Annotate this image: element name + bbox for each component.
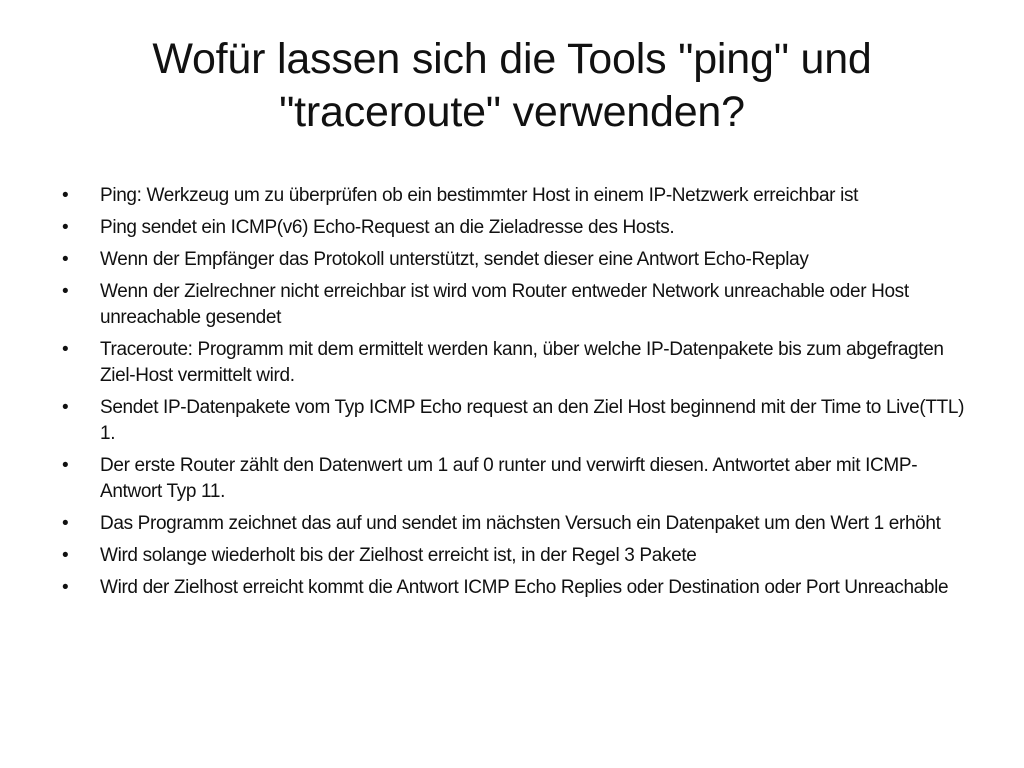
bullet-text: Wenn der Zielrechner nicht erreichbar ist wird vom Router entweder Network unreachable oder Host unreachable gesendet bbox=[100, 281, 909, 328]
bullet-point-icon: • bbox=[62, 545, 69, 566]
slide-title-line: Wofür lassen sich die Tools "ping" und bbox=[152, 35, 872, 83]
bullet-item bbox=[59, 453, 969, 505]
bullet-point-icon: • bbox=[62, 455, 69, 476]
bullet-point-icon: • bbox=[62, 513, 69, 534]
bullet-item bbox=[59, 337, 969, 389]
bullet-point-icon: • bbox=[62, 397, 69, 418]
bullet-item bbox=[59, 183, 969, 209]
bullet-text: Ping sendet ein ICMP(v6) Echo-Request an die Zieladresse des Hosts. bbox=[100, 217, 675, 238]
slide-title-line: "traceroute" verwenden? bbox=[279, 88, 745, 136]
bullet-point-icon: • bbox=[62, 577, 69, 598]
bullet-text: Der erste Router zählt den Datenwert um 1 auf 0 runter und verwirft diesen. Antwortet aber mit ICMP-Antwort Typ 11. bbox=[100, 455, 918, 502]
bullet-text: Wenn der Empfänger das Protokoll unterstützt, sendet dieser eine Antwort Echo-Replay bbox=[100, 249, 809, 270]
slide-title bbox=[50, 33, 974, 139]
bullet-item bbox=[59, 215, 969, 241]
bullet-text: Ping: Werkzeug um zu überprüfen ob ein bestimmter Host in einem IP-Netzwerk erreichbar ist bbox=[100, 185, 859, 206]
bullet-text: Das Programm zeichnet das auf und sendet im nächsten Versuch ein Datenpaket um den Wert 1 erhöht bbox=[100, 513, 941, 534]
bullet-text: Wird der Zielhost erreicht kommt die Antwort ICMP Echo Replies oder Destination oder Port Unreachable bbox=[100, 577, 949, 598]
bullet-item bbox=[59, 279, 969, 331]
bullet-point-icon: • bbox=[62, 281, 69, 302]
bullet-text: Wird solange wiederholt bis der Zielhost erreicht ist, in der Regel 3 Pakete bbox=[100, 545, 697, 566]
bullet-item bbox=[59, 395, 969, 447]
bullet-text: Sendet IP-Datenpakete vom Typ ICMP Echo request an den Ziel Host beginnend mit der Time to Live(TTL) 1. bbox=[100, 397, 965, 444]
bullet-point-icon: • bbox=[62, 339, 69, 360]
bullet-text: Traceroute: Programm mit dem ermittelt werden kann, über welche IP-Datenpakete bis zum abgefragten Ziel-Host vermittelt wird. bbox=[100, 339, 944, 386]
bullet-point-icon: • bbox=[62, 217, 69, 238]
bullet-point-icon: • bbox=[62, 185, 69, 206]
bullet-list bbox=[59, 183, 969, 607]
bullet-item bbox=[59, 511, 969, 537]
bullet-item bbox=[59, 247, 969, 273]
bullet-point-icon: • bbox=[62, 249, 69, 270]
bullet-item bbox=[59, 575, 969, 601]
bullet-item bbox=[59, 543, 969, 569]
